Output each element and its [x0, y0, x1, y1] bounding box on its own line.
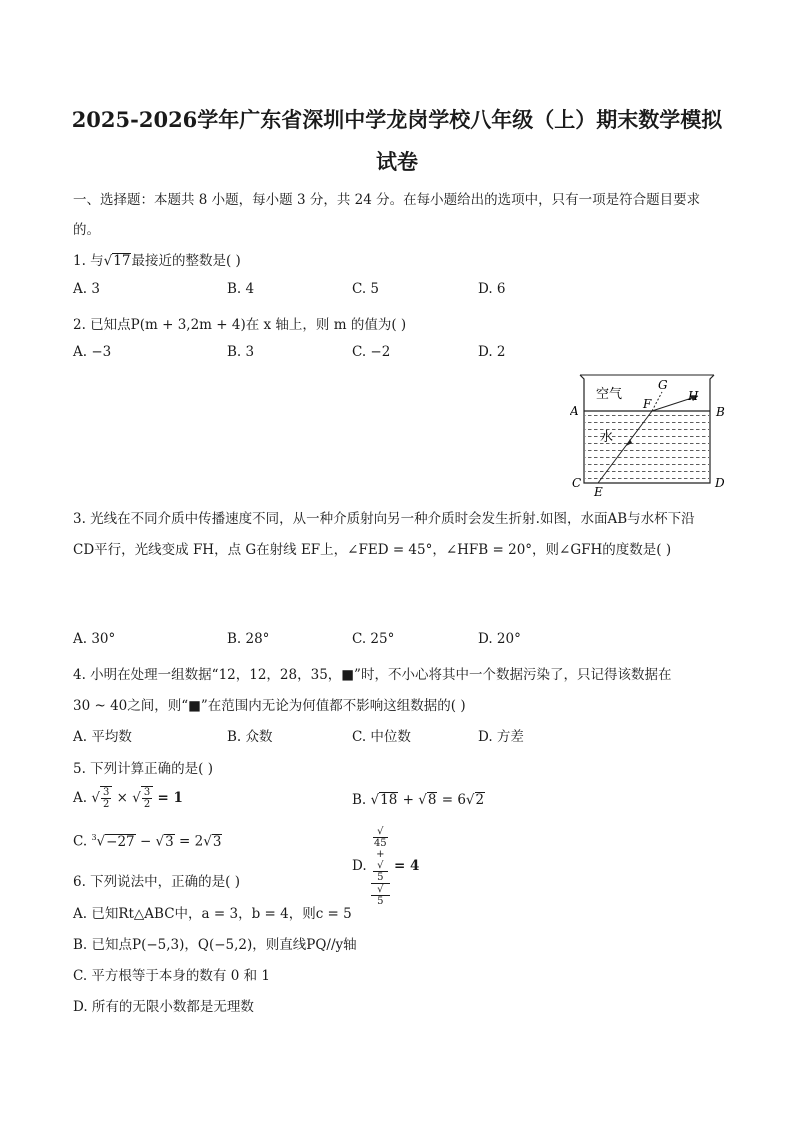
denominator: 2 [143, 799, 151, 810]
question-5: 5. 下列计算正确的是( ) [73, 761, 213, 777]
sqrt-sign: √ [103, 253, 113, 269]
question-1-option-c[interactable]: C. 5 [352, 281, 380, 297]
question-1-post: 最接近的整数是( ) [131, 253, 241, 269]
option-a-label: A. [73, 790, 88, 806]
plus-sign: + [402, 792, 414, 808]
sqrt-sign: √ [155, 833, 165, 850]
question-5-option-c[interactable] [73, 833, 222, 850]
label-d: D [715, 476, 725, 490]
question-1-option-a[interactable]: A. 3 [73, 281, 100, 297]
fraction [142, 787, 152, 810]
question-5-option-d[interactable] [352, 826, 419, 907]
question-3-option-c[interactable]: C. 25° [352, 631, 395, 647]
numerator: 3 [102, 787, 110, 798]
radicand: −27 [106, 833, 135, 850]
label-b: B [716, 405, 725, 419]
question-4-option-b[interactable]: B. 众数 [227, 729, 273, 745]
sqrt-sign: √ [203, 833, 212, 850]
sqrt-sign: √ [132, 790, 141, 806]
radicand: 5 [373, 871, 388, 883]
times-sign: × [116, 790, 128, 806]
label-a: A [570, 404, 579, 418]
question-4-option-d[interactable]: D. 方差 [478, 729, 524, 745]
denominator: √ 5 [371, 884, 390, 907]
sqrt-sign: √ [418, 792, 427, 808]
question-3-option-a[interactable]: A. 30° [73, 631, 116, 647]
question-1 [73, 249, 241, 269]
label-water: 水 [600, 430, 614, 445]
question-4-line1: 4. 小明在处理一组数据“12，12，28，35，■”时，不小心将其中一个数据污染了，只记得该数据在 [73, 667, 672, 683]
water-region [585, 415, 709, 482]
plus-sign: + [376, 849, 385, 860]
radicand: 8 [427, 792, 437, 808]
question-2-option-a[interactable]: A. −3 [73, 344, 112, 360]
question-4-option-c[interactable]: C. 中位数 [352, 729, 411, 745]
sqrt-sign: √ [91, 790, 100, 806]
numerator: 3 [143, 787, 151, 798]
question-6-option-c[interactable]: C. 平方根等于本身的数有 0 和 1 [73, 968, 270, 984]
label-air: 空气 [596, 387, 623, 402]
section-heading-line1: 一、选择题：本题共 8 小题，每小题 3 分，共 24 分。在每小题给出的选项中，只有一项是符合题目要求 [73, 192, 701, 208]
question-1-option-d[interactable]: D. 6 [478, 281, 506, 297]
question-3-option-b[interactable]: B. 28° [227, 631, 270, 647]
option-d-label: D. [352, 858, 367, 874]
question-1-radicand: 17 [113, 253, 131, 269]
numerator: √ 45 + √ 5 [371, 826, 390, 884]
label-g: G [658, 378, 668, 392]
sqrt-sign: √ [465, 792, 475, 808]
refraction-figure [570, 370, 730, 500]
fraction [101, 787, 111, 810]
question-6-option-a[interactable]: A. 已知Rt△ABC中，a = 3，b = 4，则c = 5 [73, 906, 352, 922]
radicand: 3 [212, 833, 222, 850]
radicand: 18 [380, 792, 398, 808]
equals-part: = 2 [179, 833, 204, 850]
exam-title-line1: 2025-2026学年广东省深圳中学龙岗学校八年级（上）期末数学模拟 [71, 107, 723, 132]
radicand: 5 [371, 895, 390, 907]
question-5-option-b[interactable] [352, 792, 485, 808]
question-2-option-d[interactable]: D. 2 [478, 344, 506, 360]
root-index: 3 [91, 833, 97, 842]
question-5-option-a[interactable] [73, 786, 183, 810]
radicand: 3 [165, 833, 174, 850]
exam-title-line2: 试卷 [376, 149, 418, 174]
question-1-pre: 1. 与 [73, 253, 104, 269]
equals-part: = 6 [441, 792, 466, 808]
denominator: 2 [102, 799, 110, 810]
minus-sign: − [139, 833, 152, 850]
question-6: 6. 下列说法中，正确的是( ) [73, 874, 240, 890]
option-a-result: = 1 [157, 790, 183, 806]
radicand: 45 [373, 838, 387, 849]
option-d-result: = 4 [393, 858, 420, 874]
sqrt-sign: √ [370, 792, 380, 808]
question-3-option-d[interactable]: D. 20° [478, 631, 521, 647]
label-e: E [594, 485, 603, 499]
section-heading-line2: 的。 [73, 222, 100, 238]
option-c-label: C. [73, 833, 88, 850]
label-f: F [643, 397, 652, 411]
question-3-line2: CD平行，光线变成 FH，点 G在射线 EF上，∠FED = 45°，∠HFB = 20°，则∠GFH的度数是( ) [73, 542, 672, 558]
question-6-option-d[interactable]: D. 所有的无限小数都是无理数 [73, 999, 254, 1015]
question-2-option-c[interactable]: C. −2 [352, 344, 391, 360]
label-h: H [688, 389, 699, 403]
question-3-line1: 3. 光线在不同介质中传播速度不同，从一种介质射向另一种介质时会发生折射.如图，水面AB与水杯下沿 [73, 511, 695, 527]
radicand: 2 [475, 792, 485, 808]
question-4-option-a[interactable]: A. 平均数 [73, 729, 132, 745]
sqrt-sign: √ [96, 833, 106, 850]
question-1-option-b[interactable]: B. 4 [227, 281, 255, 297]
option-b-label: B. [352, 792, 367, 808]
question-2: 2. 已知点P(m + 3,2m + 4)在 x 轴上，则 m 的值为( ) [73, 317, 407, 333]
question-2-option-b[interactable]: B. 3 [227, 344, 255, 360]
label-c: C [572, 476, 582, 490]
question-4-line2: 30 ~ 40之间，则“■”在范围内无论为何值都不影响这组数据的( ) [73, 698, 466, 714]
question-6-option-b[interactable]: B. 已知点P(−5,3)，Q(−5,2)，则直线PQ//y轴 [73, 937, 357, 953]
fraction [371, 826, 390, 907]
